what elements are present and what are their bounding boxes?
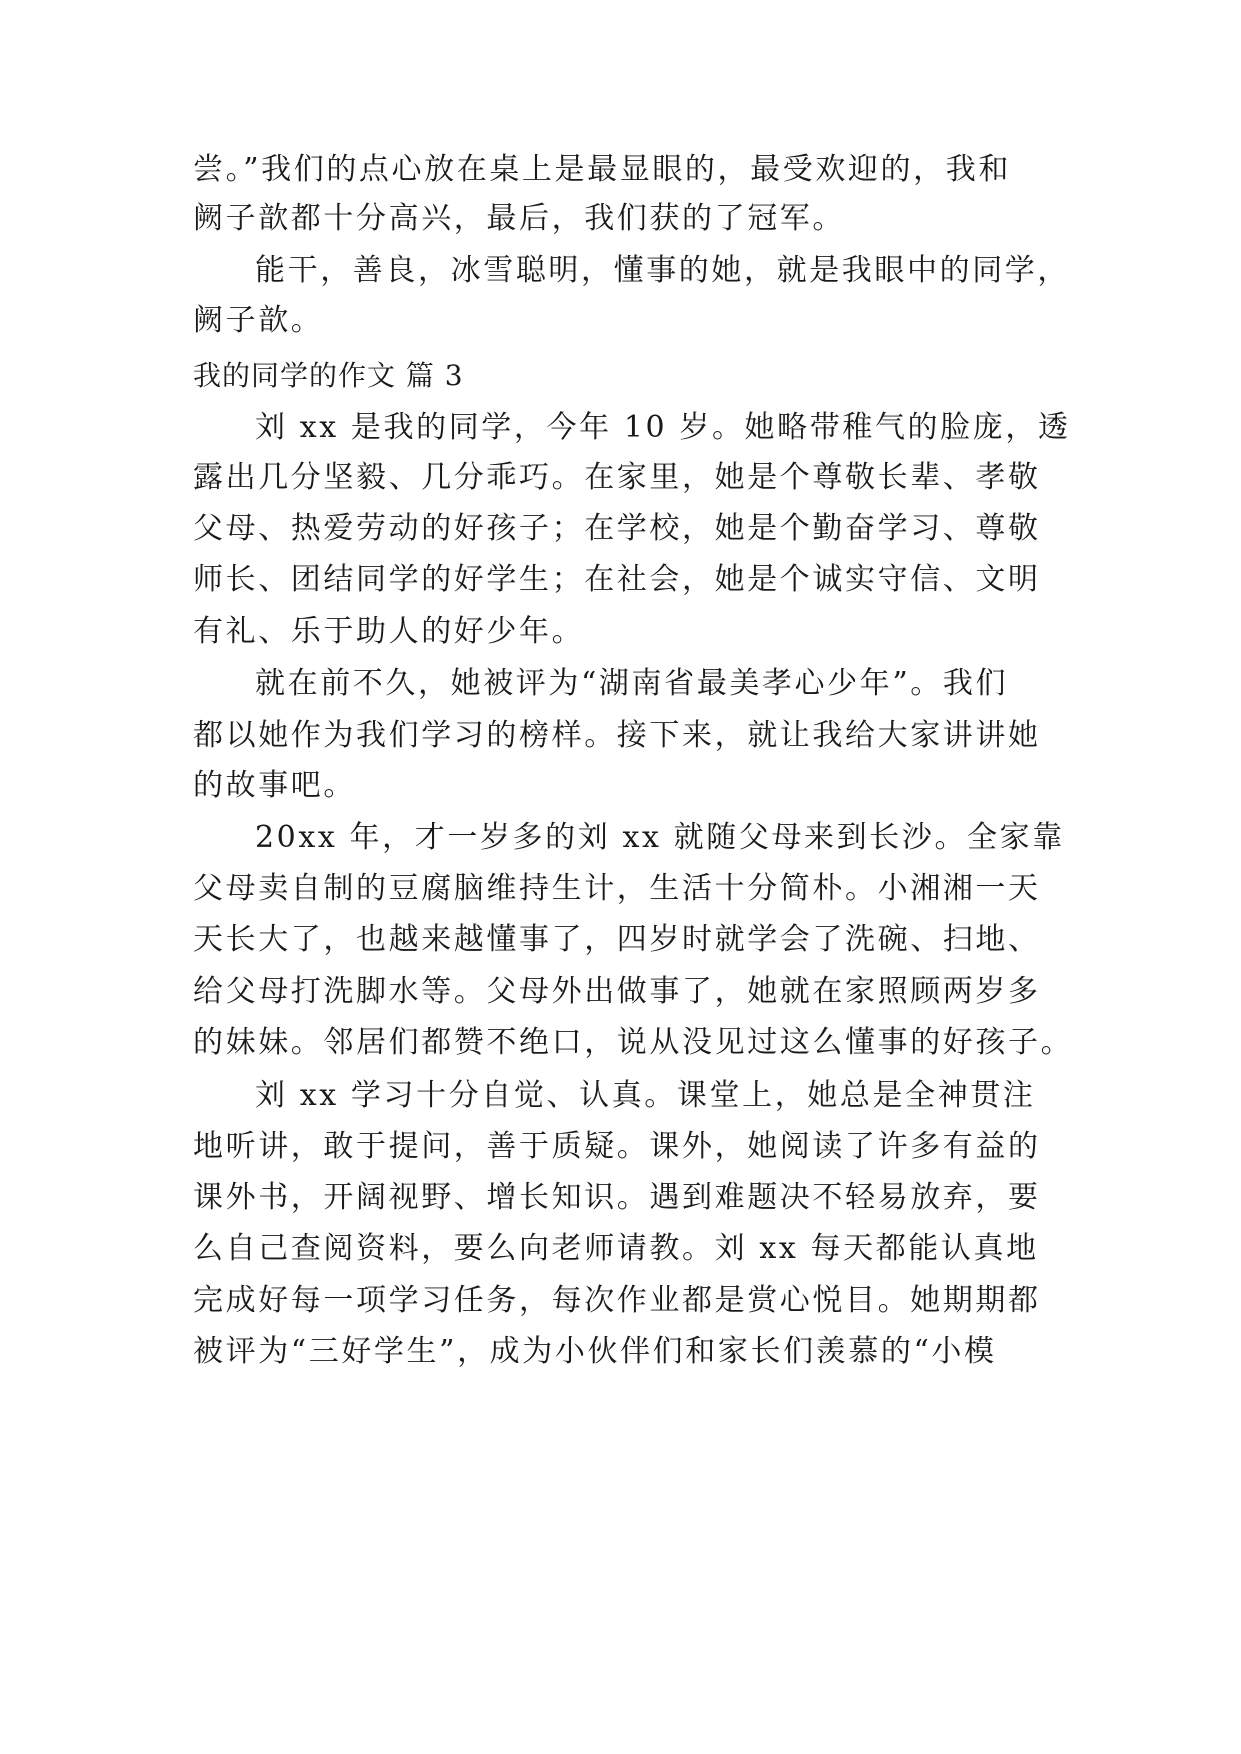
- text-line: 地听讲，敢于提问，善于质疑。课外，她阅读了许多有益的: [193, 1129, 1041, 1164]
- text-line: 给父母打洗脚水等。父母外出做事了，她就在家照顾两岁多: [193, 974, 1041, 1009]
- text-line: 父母、热爱劳动的好孩子；在学校，她是个勤奋学习、尊敬: [193, 511, 1041, 546]
- text-line: 师长、团结同学的好学生；在社会，她是个诚实守信、文明: [193, 562, 1041, 597]
- text-line: 都以她作为我们学习的榜样。接下来，就让我给大家讲讲她: [193, 718, 1041, 753]
- text-line: 能干，善良，冰雪聪明，懂事的她，就是我眼中的同学，: [255, 253, 1070, 288]
- text-line: 刘 xx 学习十分自觉、认真。课堂上，她总是全神贯注: [255, 1078, 1036, 1113]
- text-line: 就在前不久，她被评为“湖南省最美孝心少年”。我们: [255, 666, 1009, 701]
- text-line: 阙子歆都十分高兴，最后，我们获的了冠军。: [193, 201, 845, 236]
- text-line: 20xx 年，才一岁多的刘 xx 就随父母来到长沙。全家靠: [255, 820, 1065, 855]
- text-line: 的妹妹。邻居们都赞不绝口，说从没见过这么懂事的好孩子。: [193, 1025, 1074, 1060]
- text-line: 被评为“三好学生”，成为小伙伴们和家长们羡慕的“小模: [193, 1334, 997, 1369]
- section-heading: 我的同学的作文 篇 3: [193, 359, 464, 392]
- text-line: 课外书，开阔视野、增长知识。遇到难题决不轻易放弃，要: [193, 1180, 1041, 1215]
- text-line: 露出几分坚毅、几分乖巧。在家里，她是个尊敬长辈、孝敬: [193, 460, 1041, 495]
- text-line: 完成好每一项学习任务，每次作业都是赏心悦目。她期期都: [193, 1283, 1041, 1318]
- text-line: 父母卖自制的豆腐脑维持生计，生活十分简朴。小湘湘一天: [193, 871, 1041, 906]
- text-line: 的故事吧。: [193, 768, 356, 803]
- text-line: 么自己查阅资料，要么向老师请教。刘 xx 每天都能认真地: [193, 1231, 1039, 1266]
- text-line: 刘 xx 是我的同学，今年 10 岁。她略带稚气的脸庞，透: [255, 410, 1071, 445]
- text-line: 天长大了，也越来越懂事了，四岁时就学会了洗碗、扫地、: [193, 922, 1041, 957]
- text-line: 有礼、乐于助人的好少年。: [193, 614, 585, 649]
- text-line: 阙子歆。: [193, 303, 324, 338]
- text-line: 尝。”我们的点心放在桌上是最显眼的，最受欢迎的，我和: [193, 152, 1011, 187]
